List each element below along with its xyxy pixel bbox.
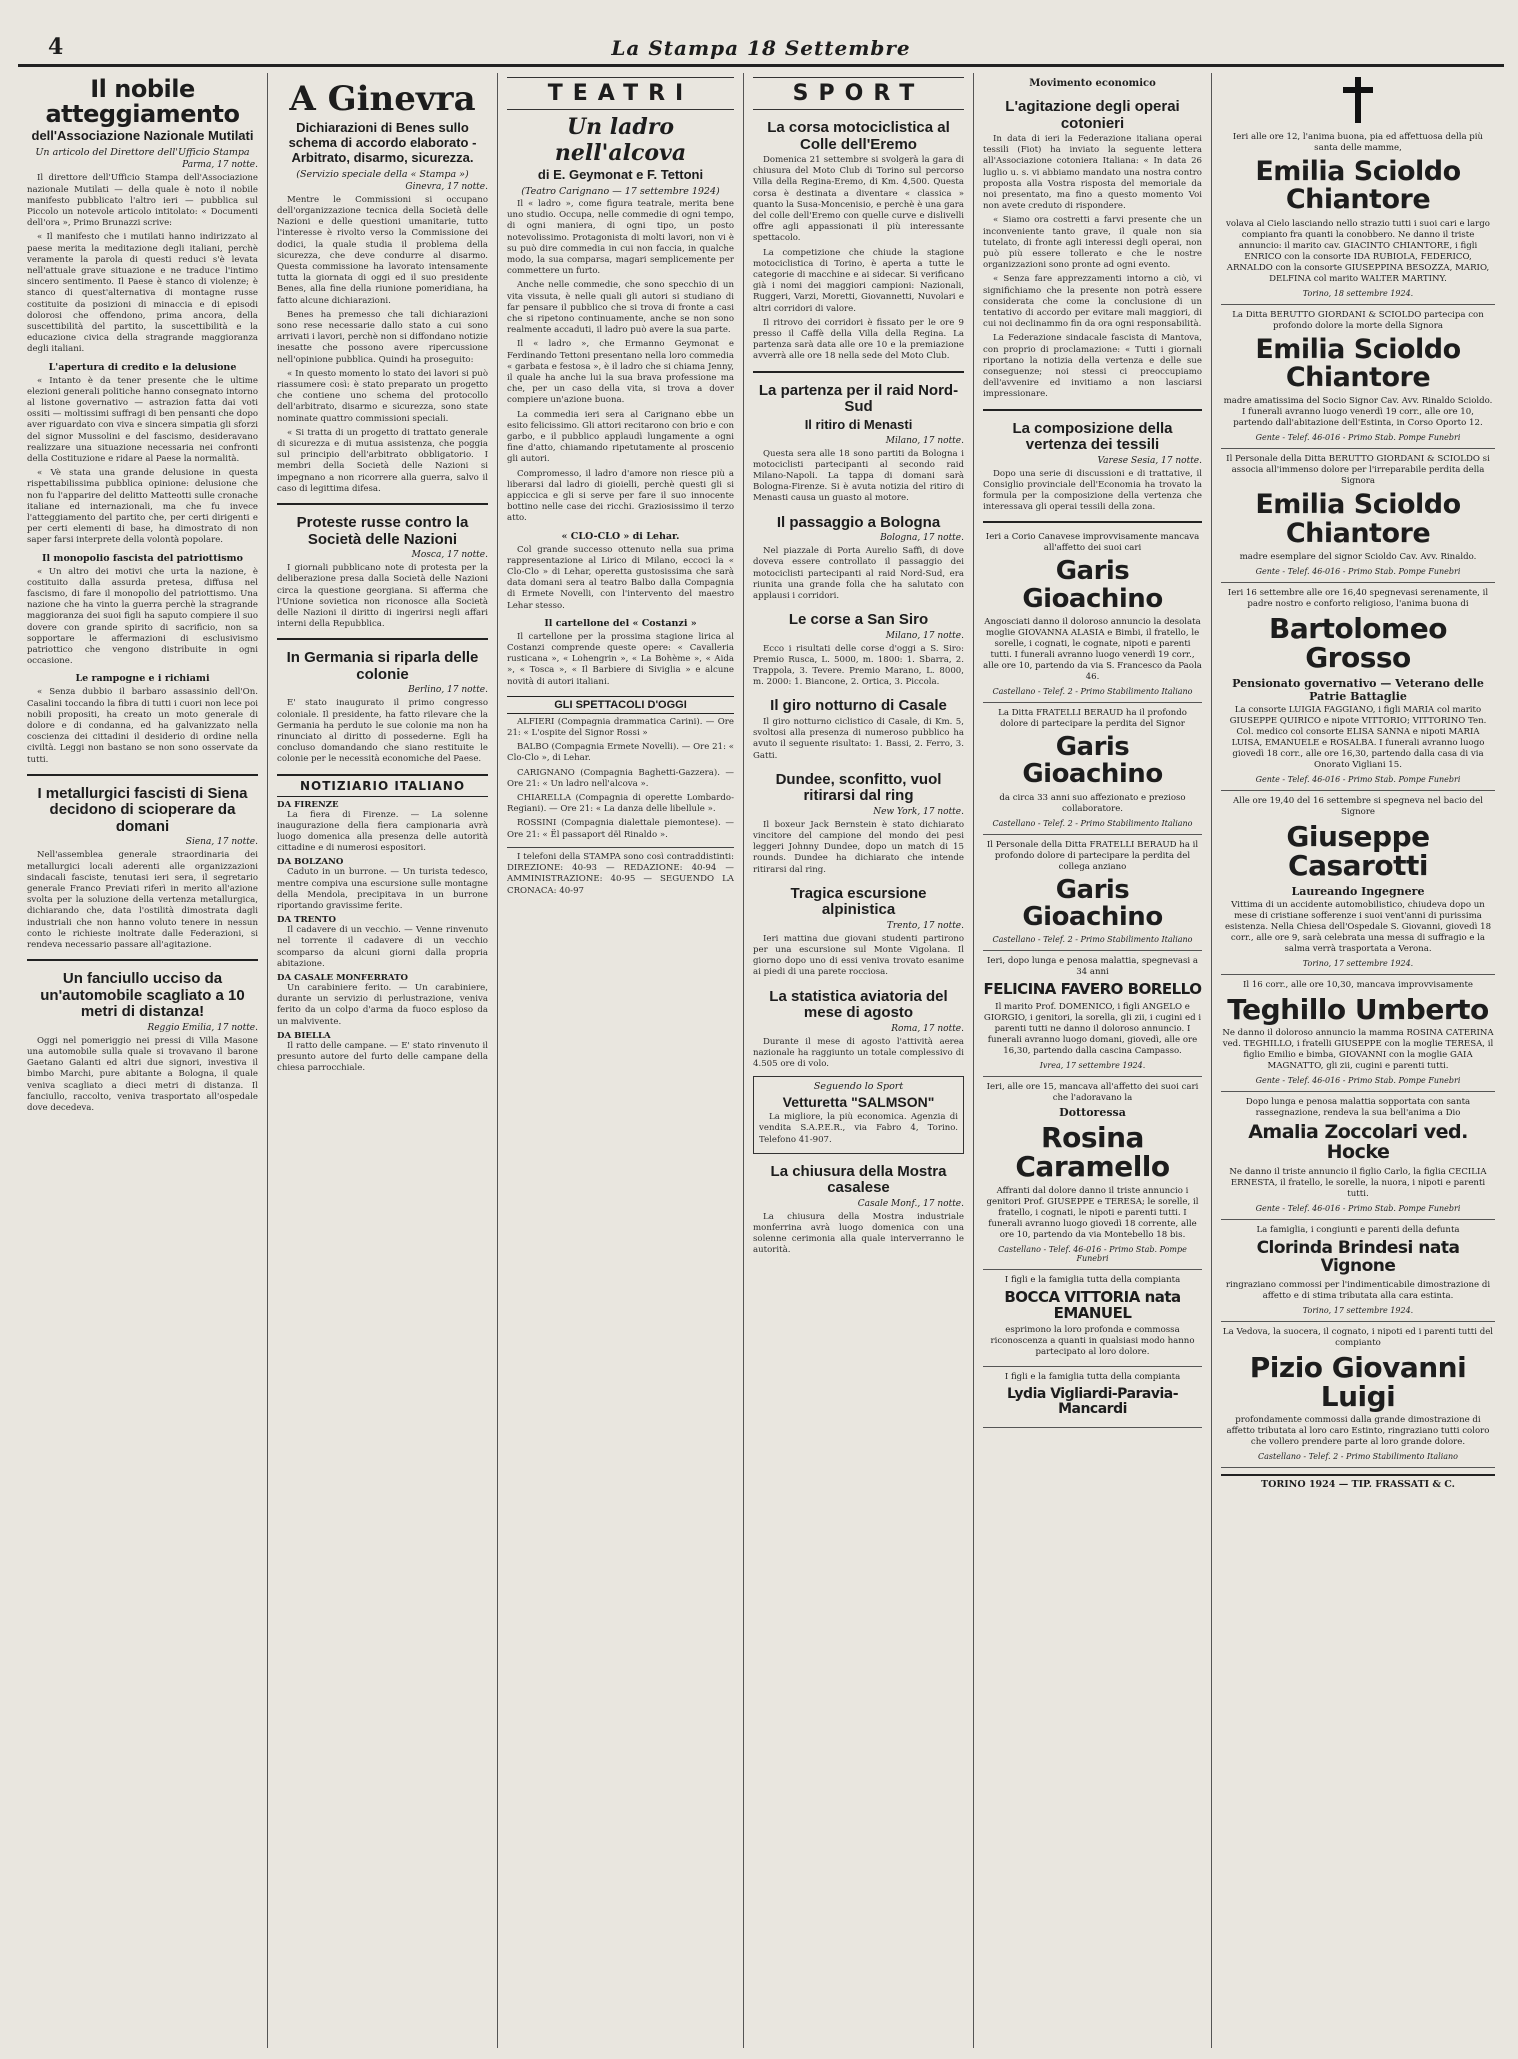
- obituary-text: ringraziano commossi per l'indimenticabile dimostrazione di affetto e di stima tributata alla cara estinta.: [1225, 1279, 1491, 1301]
- paragraph: Compromesso, il ladro d'amore non riesce più a liberarsi dal ladro di gioielli, perchè questi gli si appiccica e gli si serve per fare il suo innocente bottino nelle case dei ricchi. Graziosissimo il terzo atto.: [507, 468, 734, 524]
- paragraph: Benes ha premesso che tali dichiarazioni sono rese necessarie dallo stato a cui sono arrivati i lavori, perchè non si diffondano notizie inesatte che possono avere ripercussione nell'opinione pubblica. Quindi ha proseguito:: [277, 309, 488, 365]
- obituary-name: Rosina Caramello: [1015, 1121, 1170, 1184]
- salmson-ad: [753, 1076, 964, 1154]
- obituary-footer: Torino, 18 settembre 1924.: [1302, 288, 1414, 298]
- divider: [277, 503, 488, 505]
- headline-cotonieri: L'agitazione degli operai cotonieri: [1005, 98, 1180, 132]
- headline-germania: In Germania si riparla delle colonie: [286, 649, 479, 683]
- paragraph: Il giro notturno ciclistico di Casale, di Km. 5, svoltosi alla presenza di numeroso pubblico ha avuto il seguente risultato: 1. Bassi, 2. Ferro, 3. Gatti.: [753, 716, 964, 761]
- obituary: [983, 1270, 1202, 1368]
- obituary-name: Emilia Scioldo Chiantore: [1255, 489, 1461, 549]
- obituary: [983, 703, 1202, 835]
- obituary-name: Giuseppe Casarotti: [1286, 819, 1430, 883]
- ad-text: La migliore, la più economica. Agenzia di vendita S.A.P.E.R., via Fabro 4, Torino. Telefono 41-907.: [759, 1112, 958, 1145]
- obituary-footer: Torino, 17 settembre 1924.: [1302, 958, 1414, 968]
- obituary-intro: Ieri alle ore 12, l'anima buona, pia ed affettuosa della più santa delle mamme,: [1232, 132, 1484, 153]
- obituary-footer: Gente - Telef. 46-016 - Primo Stab. Pompe Funebri: [1255, 567, 1461, 577]
- phone-footer: I telefoni della STAMPA sono così contraddistinti: DIREZIONE: 40-93 — REDAZIONE: 40-94 — AMMINISTRAZIONE: 40-95 — SEGUENDO LA CRONACA: 40-97: [507, 851, 734, 896]
- paragraph: La Federazione sindacale fascista di Mantova, con proprio di proclamazione: « Tutti i giornali riportano la notizia della vertenza e delle sue conseguenze; noi stessi ci preoccupiamo dell'avvenire ed invitiamo a non lasciarsi impressionare.: [983, 333, 1202, 400]
- notiziario-title: NOTIZIARIO ITALIANO: [277, 774, 488, 797]
- headline-san-siro: Le corse a San Siro: [788, 611, 929, 629]
- obituary-name: BOCCA VITTORIA nata EMANUEL: [1004, 1287, 1181, 1322]
- paragraph: Durante il mese di agosto l'attività aerea nazionale ha raggiunto un totale complessivo di 4.505 ore di volo.: [753, 1036, 964, 1069]
- paragraph: In data di ieri la Federazione italiana operai tessili (Fiot) ha inviato la seguente lettera all'Associazione cotoniera Italiana: « In data 26 luglio u. s. vi abbiamo mandato una nostra contro proposta alla Vostra risposta del memoriale da noi presentato, ma fino a questo momento Voi non avete creduto di rispondere.: [983, 134, 1202, 212]
- paragraph: Il ratto delle campane. — E' stato rinvenuto il presunto autore del furto delle campane della chiesa parrocchiale.: [277, 1040, 488, 1074]
- dateline: Milano, 17 notte.: [885, 435, 964, 446]
- obituary: [1221, 975, 1495, 1092]
- dateline: Trento, 17 notte.: [886, 920, 964, 931]
- obituary-text: Il marito Prof. DOMENICO, i figli ANGELO e GIORGIO, i genitori, la sorella, gli zii, i cugini ed i parenti tutti ne danno il doloroso annuncio. I funerali avranno luogo domani, giovedì, alle ore 16,30, partendo dalla cascina Campasso.: [983, 1002, 1202, 1057]
- paragraph: Ieri mattina due giovani studenti partirono per una escursione sul Monte Vigolana. Il giorno dopo uno di essi veniva trovato esanime ai piedi di una parete rocciosa.: [753, 933, 964, 978]
- city-label: DA CASALE MONFERRATO: [277, 972, 408, 983]
- service-note: (Servizio speciale della « Stampa »): [296, 168, 469, 180]
- obituary-intro: La famiglia, i congiunti e parenti della defunta: [1256, 1224, 1460, 1235]
- obituary: [1221, 1092, 1495, 1220]
- paragraph: Questa sera alle 18 sono partiti da Bologna i motociclisti partecipanti al secondo raid Milano-Napoli. La tappa di domani sarà Bologna-Firenze. Si è avuta notizia del ritiro di Menasti causa un guasto al motore.: [753, 448, 964, 504]
- column-sport: [744, 73, 974, 2048]
- divider: [27, 774, 258, 776]
- divider: [277, 638, 488, 640]
- obituary: [983, 835, 1202, 952]
- paragraph: Caduto in un burrone. — Un turista tedesco, mentre compiva una escursione sulle montagne della Mendola, precipitava in un burrone riportando gravissime ferite.: [277, 867, 488, 911]
- obituary: [983, 1367, 1202, 1427]
- obituary-text: esprimono la loro profonda e commossa riconoscenza a quanti in qualsiasi modo hanno partecipato al loro dolore.: [990, 1325, 1195, 1358]
- byline: Un articolo del Direttore dell'Ufficio Stampa: [35, 147, 250, 159]
- obituary-text: Vittima di un accidente automobilistico, chiudeva dopo un mese di cristiane sofferenze i suoi vent'anni di purissima esistenza. Nella Chiesa dell'Ospedale S. Giovanni, giovedì 18 corr., alle ore 9, sarà celebrata una messa di suffragio e la salma verrà trasportata a Verona.: [1224, 899, 1492, 954]
- obituary-intro: La Ditta BERUTTO GIORDANI & SCIOLDO partecipa con profondo dolore la morte della Signora: [1232, 309, 1484, 331]
- dateline: Ginevra, 17 notte.: [405, 181, 488, 192]
- paragraph: Nell'assemblea generale straordinaria dei metallurgici locali aderenti alle organizzazioni sindacali fasciste, tenutasi ieri sera, il segretario generale Franco Previati riferì in merito all'azione svolta per la soluzione della vertenza metallurgica, dichiarando che, data l'ostilità dimostrata dagli industriali che non hanno voluto tenere in nessun conto le richieste inoltrate dalle Federazioni, si rendeva necessario passare all'agitazione.: [27, 850, 258, 950]
- listing: BALBO (Compagnia Ermete Novelli). — Ore 21: « Clo-Clo », di Lehar.: [507, 742, 734, 764]
- obituary-footer: Gente - Telef. 46-016 - Primo Stab. Pompe Funebri: [1255, 433, 1461, 443]
- obituary-text: La consorte LUIGIA FAGGIANO, i figli MARIA col marito GIUSEPPE QUIRICO e nipote VITTORIO; VITTORINO Ten. Col. medico col consorte ELISA SANNA e nipoti MARIA LUISA, EMANUELE e ROSALBA. I funerali avranno luogo giovedì 18 corr., alle ore 16,30, partendo dalla casa di via Onorato Vigliani 15.: [1229, 704, 1487, 770]
- column-economy: [974, 73, 1212, 2048]
- obituary-text: profondamente commossi dalla grande dimostrazione di affetto tributata al loro caro Estinto, ringraziano tutti coloro che vollero prendere parte al loro grande dolore.: [1226, 1415, 1490, 1448]
- dateline: Siena, 17 notte.: [185, 837, 258, 848]
- play-authors: di E. Geymonat e F. Tettoni: [537, 167, 704, 182]
- paragraph: « In questo momento lo stato dei lavori si può riassumere così: è stato preparato un progetto che contiene uno schema del protocollo dell'arbitrato, disarmo e sicurezza, sono state nominate quattro commissioni speciali.: [277, 368, 488, 424]
- paragraph: Ecco i risultati delle corse d'oggi a S. Siro: Premio Rusca, L. 5000, m. 1800: 1. Sbarra, 2. Trappola, 3. Tevere. Premio Marano, L. 8000, m. 2000: 1. Biancone, 2. Ortica, 3. Piccola.: [753, 643, 964, 688]
- section-title: « CLO-CLO » di Lehar.: [561, 530, 680, 542]
- column-ginevra: [268, 73, 498, 2048]
- dateline: Milano, 17 notte.: [885, 630, 964, 641]
- obituary-footer: Gente - Telef. 46-016 - Primo Stab. Pompe Funebri: [1255, 1203, 1461, 1213]
- headline-tessili: La composizione della vertenza dei tessili: [1012, 419, 1173, 454]
- obituary-footer: Castellano - Telef. 2 - Primo Stabilimento Italiano: [992, 687, 1193, 697]
- section-title: Il cartellone del « Costanzi »: [544, 617, 697, 629]
- obituary-name: Amalia Zoccolari ved. Hocke: [1248, 1121, 1468, 1163]
- obituary-intro: Il Personale della Ditta FRATELLI BERAUD ha il profondo dolore di partecipare la perdita del collega anziano: [986, 839, 1199, 872]
- obituary-footer: Gente - Telef. 46-016 - Primo Stab. Pompe Funebri: [1255, 774, 1461, 784]
- listing: CARIGNANO (Compagnia Baghetti-Gazzera). — Ore 21: « Un ladro nell'alcova ».: [507, 767, 734, 789]
- obituary: [1221, 305, 1495, 450]
- obituary-intro: La Ditta FRATELLI BERAUD ha il profondo dolore di partecipare la perdita del Signor: [998, 708, 1187, 730]
- headline-eremo: La corsa motociclistica al Colle dell'Eremo: [767, 119, 950, 153]
- obituary-text: madre esemplare del signor Scioldo Cav. Avv. Rinaldo.: [1239, 552, 1477, 563]
- divider: [983, 521, 1202, 523]
- paragraph: Nel piazzale di Porta Aurelio Saffi, di dove doveva essere controllato il passaggio dei motociclisti partecipanti al raid Nord-Sud, era riunita una grande folla che ha salutato con applausi i corridori.: [753, 546, 964, 601]
- paragraph: Domenica 21 settembre si svolgerà la gara di chiusura del Moto Club di Torino sul percorso Villa della Regina-Eremo, di Km. 4,500. Questa corsa è destinata a diventare « classica » quanto la Susa-Moncenisio, e perchè è una gara del colle dell'Eremo con quelle curve e dislivelli offre agli appassionati il più interessante spettacolo.: [753, 155, 964, 244]
- obituary-text: da circa 33 anni suo affezionato e prezioso collaboratore.: [999, 792, 1186, 814]
- paragraph: La commedia ieri sera al Carignano ebbe un esito felicissimo. Gli attori recitarono con brio e con garbo, e il pubblico applaudì lungamente a ogni fine d'atto, chiamando ripetutamente al proscenio gli autori.: [507, 409, 734, 465]
- paragraph: « Senza fare apprezzamenti intorno a ciò, vi significhiamo che la presente non potrà essere considerata che come la conclusione di un tentativo di accordo per evitare mali maggiori, di cui noi declinammo fin da ora ogni responsabilità.: [983, 274, 1202, 330]
- obituary-name: Pizio Giovanni Luigi: [1249, 1350, 1467, 1413]
- paragraph: E' stato inaugurato il primo congresso coloniale. Il presidente, ha fatto rilevare che la Germania ha perduto le sue colonie ma non ha rinunciato al diritto di possederne. Egli ha concluso domandando che siano restituite le colonie per le necessità economiche del Paese.: [277, 698, 488, 765]
- paragraph: La fiera di Firenze. — La solenne inaugurazione della fiera campionaria avrà luogo domenica alla presenza delle autorità cittadine e di numerosi espositori.: [277, 809, 488, 854]
- obituary-text: madre amatissima del Socio Signor Cav. Avv. Rinaldo Scioldo. I funerali avranno luogo venerdì 19 corr., alle ore 10, partendo dall'abitazione dell'Estinta, in Corso Oporto 12.: [1223, 396, 1493, 429]
- dateline: Reggio Emilia, 17 notte.: [147, 1022, 258, 1033]
- paragraph: Un carabiniere ferito. — Un carabiniere, durante un servizio di perlustrazione, veniva ferito da un colpo d'arma da fuoco esploso da un malvivente.: [277, 982, 488, 1027]
- paragraph: Il « ladro », che Ermanno Geymonat e Ferdinando Tettoni presentano nella loro commedia « garbata e festosa », è il ladro che si chiama Jenny, il quale ha anche lui la sua brava professione ma che, per un caso della vita, si trova a dover compiere un'azione buona.: [507, 339, 734, 406]
- obituary-intro: Dopo lunga e penosa malattia sopportata con santa rassegnazione, rendeva la sua bell'anima a Dio: [1245, 1097, 1471, 1119]
- paragraph: La chiusura della Mostra industriale monferrina avrà luogo domenica con una solenne cerimonia alla quale interverranno le autorità.: [753, 1211, 964, 1256]
- paragraph: « Intanto è da tener presente che le ultime elezioni generali politiche hanno consegnato intorno al listone governativo — astrazion fatta dai voti ossiti — moltissimi suffragi di ben pensanti che dopo aver riguardato con viva e sincera simpatia gli sforzi del signor Mussolini e del fascismo, desideravano realizzare una situazione necessaria nei confronti della Costituzione e ridare al Paese la normalità.: [27, 375, 258, 464]
- obituary-title: Dottoressa: [1059, 1106, 1126, 1120]
- headline-metallurgici: I metallurgici fascisti di Siena decidono di scioperare da domani: [37, 784, 248, 835]
- section-banner-sport: SPORT: [753, 77, 964, 110]
- obituary-role: Pensionato governativo — Veterano delle Patrie Battaglie: [1232, 676, 1484, 703]
- obituary-name: Garis Gioachino: [1022, 874, 1163, 932]
- headline-alpinistica: Tragica escursione alpinistica: [790, 884, 927, 919]
- section-title-economy: Movimento economico: [1029, 78, 1156, 89]
- divider: [983, 409, 1202, 411]
- listing: ALFIERI (Compagnia drammatica Carini). — Ore 21: « L'ospite del Signor Rossi »: [507, 716, 734, 739]
- paragraph: Il « ladro », come figura teatrale, merita bene uno studio. Occupa, nelle commedie di ogni tempo, di ogni maniera, di ogni tipo, un posto notevolissimo. Protagonista di molti lavori, non vi è su può dire commedia in cui non faccia, in qualche modo, la sua comparsa, magari semplicemente per commettere un furto.: [507, 198, 734, 277]
- page-number: 4: [48, 34, 64, 60]
- obituary: [1221, 791, 1495, 975]
- paragraph: « Un altro dei motivi che urta la nazione, è costituito dalla assurda pretesa, diffusa nel fascismo, di fare il monopolio del patriottismo. Una nazione che ha vinto la guerra perchè la stragrande maggioranza dei suoi figli ha saputo compiere il suo dovere con grande spirito di sacrificio, non sa sopportare le affermazioni di esclusivismo patriottico che vengono distribuite in ogni occasione.: [27, 566, 258, 667]
- obituary-intro: Il Personale della Ditta BERUTTO GIORDANI & SCIOLDO si associa all'immenso dolore per l'irreparabile perdita della Signora: [1226, 454, 1490, 487]
- paragraph: « Si tratta di un progetto di trattato generale di sicurezza e di mutua assistenza, che poggia sul principio dell'arbitrato obbligatorio. I membri della Società delle Nazioni si impegnano a non ricorrere alla guerra, salvo il caso di legittima difesa.: [277, 427, 488, 494]
- columns: [18, 73, 1504, 2048]
- obituary-footer: Ivrea, 17 settembre 1924.: [1039, 1061, 1146, 1071]
- dateline: Parma, 17 notte.: [182, 160, 258, 171]
- obituary: [1221, 449, 1495, 583]
- obituary: [983, 951, 1202, 1077]
- headline-casale: Il giro notturno di Casale: [770, 697, 947, 715]
- obituary-name: Garis Gioachino: [1022, 556, 1163, 614]
- listing: CHIARELLA (Compagnia di operette Lombardo-Regiani). — Ore 21: « La danza delle libellule ».: [507, 793, 734, 815]
- subhead-nobile: dell'Associazione Nazionale Mutilati: [31, 128, 254, 144]
- section-title: Le rampogne e i richiami: [75, 673, 210, 685]
- paragraph: I giornali pubblicano note di protesta per la deliberazione presa dalla Società delle Nazioni circa la questione georgiana. Si afferma che l'Unione sovietica non riconosce alla Società delle Nazioni il diritto di ingerirsi negli affari interni della Repubblica.: [277, 563, 488, 630]
- dateline: Roma, 17 notte.: [891, 1023, 964, 1034]
- obituary: [1221, 1322, 1495, 1469]
- obituary-text: Angosciati danno il doloroso annuncio la desolata moglie GIOVANNA ALASIA e Bimbi, il fratello, le sorelle, i cognati, le cognate, nipoti e parenti tutti. I funerali avranno luogo venerdì 19 corr., alle ore 10, partendo da via S. Francesco da Paola 46.: [983, 617, 1202, 683]
- paragraph: Il boxeur Jack Bernstein è stato dichiarato vincitore del campione del mondo dei pesi leggeri Johnny Dundee, dopo un match di 15 rounds. Dundee ha dichiarato che intende ritirarsi dal ring.: [753, 819, 964, 875]
- headline-fanciullo: Un fanciullo ucciso da un'automobile scagliato a 10 metri di distanza!: [40, 970, 245, 1021]
- paragraph: Dopo una serie di discussioni e di trattative, il Consiglio provinciale dell'Economia ha trovato la formula per la composizione della vertenza che interessava gli operai tessili della zona.: [983, 468, 1202, 513]
- ad-kicker: Seguendo lo Sport: [813, 1081, 904, 1093]
- paragraph: « Il manifesto che i mutilati hanno indirizzato al paese merita la meditazione degli italiani, perchè veramente la parola di questi reduci s'è levata nell'attuale grave situazione e ne traduce l'intimo sincero sentimento. Il Paese è stanco di violenze; è stanco di quest'alternativa di montagne russe costituite da posizioni di minaccia e di episodi dolorosi che offendono, prima ancora, della suscettibilità del partito, la suscettibilità e la educazione civica della stragrande maggioranza degli italiani.: [27, 232, 258, 355]
- dateline: Casale Monf., 17 notte.: [857, 1198, 964, 1209]
- headline-bologna: Il passaggio a Bologna: [776, 513, 941, 531]
- section-title: L'apertura di credito e la delusione: [48, 361, 237, 373]
- obituary-text: volava al Cielo lasciando nello strazio tutti i suoi cari e largo compianto fra quanti la conobbero. Ne danno il triste annuncio: il marito cav. GIACINTO CHIANTORE, i figli ENRICO con la consorte IDA RUBIOLA, FEDERICO, ARNALDO con la consorte GIUSEPPINA BESOZZA, MARIO, DELFINA col marito WALTER MARTINY.: [1226, 218, 1490, 284]
- paragraph: Oggi nel pomeriggio nei pressi di Villa Masone una automobile sulla quale si trovavano il barone Gaetano Galanti ed altri due signori, investiva il bimbo Marchi, pure abitante a Bologna, il quale veniva scagliato a dieci metri di distanza. Il fanciullo, raccolto, veniva trasportato all'ospedale dove decedeva.: [27, 1035, 258, 1113]
- headline-mostra-casalese: La chiusura della Mostra casalese: [770, 1162, 947, 1197]
- obituary: [1221, 1220, 1495, 1322]
- obituary-intro: Ieri, alle ore 15, mancava all'affetto dei suoi cari che l'adoravano la: [986, 1082, 1199, 1104]
- obituary-intro: I figli e la famiglia tutta della compianta: [1004, 1274, 1181, 1285]
- section-title: Il monopolio fascista del patriottismo: [42, 552, 243, 564]
- obituary: [983, 1077, 1202, 1270]
- paragraph: Il direttore dell'Ufficio Stampa dell'Associazione nazionale Mutilati — della quale è noto il nobile manifesto pubblicato l'altro ieri — pubblica sul Piccolo un notevole articolo intitolato: « Documenti dell'ora », Primo Brunazzi scrive:: [27, 173, 258, 229]
- headline-nobile: Il nobile atteggiamento: [45, 75, 240, 129]
- spettacoli-title: GLI SPETTACOLI D'OGGI: [507, 696, 734, 714]
- obituary-footer: Castellano - Telef. 2 - Primo Stabilimento Italiano: [992, 818, 1193, 828]
- obituary-text: Affranti dal dolore danno il triste annuncio i genitori Prof. GIUSEPPE e TERESA; le sorelle, il fratello, i cognati, le nipoti e parenti tutti. I funerali avranno luogo giovedì 18 corrente, alle ore 10, partendo da via Montebello 18 bis.: [986, 1185, 1199, 1240]
- obituary-text: Ne danno il doloroso annuncio la mamma ROSINA CATERINA ved. TEGHILLO, i fratelli GIUSEPPE con la moglie TERESA, il figlio Emilio e bimba, GIOVANNI con la moglie GAIA MAGNATTO, gli zii, cugini e parenti tutti.: [1222, 1028, 1494, 1072]
- obituary-footer: Castellano - Telef. 2 - Primo Stabilimento Italiano: [992, 935, 1193, 945]
- obituary-name: Teghillo Umberto: [1227, 992, 1489, 1026]
- dateline: Berlino, 17 notte.: [408, 685, 488, 696]
- obituary-footer: Castellano - Telef. 46-016 - Primo Stab. Pompe Funebri: [998, 1244, 1187, 1263]
- paragraph: Il ritrovo dei corridori è fissato per le ore 9 presso il Caffè della Villa della Regina. La partenza sarà data alle ore 10 e la premiazione avverrà alle ore 18 nella sede del Moto Club.: [753, 317, 964, 362]
- dateline: New York, 17 notte.: [873, 806, 964, 817]
- dateline: Bologna, 17 notte.: [880, 533, 964, 544]
- paragraph: « Senza dubbio il barbaro assassinio dell'On. Casalini toccando la fibra di tutti i cuori non lece poi nobili propositi, ha creato un moto generale di dolore e di condanna, ed ha galvanizzato nella coscienza dei cittadini il desiderio di ordine nella civiltà. Leggi non bastano se non sono osservate da tutti.: [27, 687, 258, 765]
- subhead-raid: Il ritiro di Menasti: [804, 416, 913, 432]
- obituary-intro: Ieri, dopo lunga e penosa malattia, spegnevasi a 34 anni: [987, 956, 1198, 978]
- column-teatri: [498, 73, 744, 2048]
- obituary-text: Ne danno il triste annuncio il figlio Carlo, la figlia CECILIA ERNESTA, il fratello, le sorelle, la nuora, i nipoti e parenti tutti.: [1229, 1166, 1487, 1199]
- paragraph: Il cadavere di un vecchio. — Venne rinvenuto nel torrente il cadavere di un vecchio scomparso da alcuni giorni dalla propria abitazione.: [277, 925, 488, 969]
- headline-proteste-russe: Proteste russe contro la Società delle Nazioni: [296, 514, 469, 548]
- section-banner-teatri: TEATRI: [507, 77, 734, 110]
- column-necrologi: [1212, 73, 1504, 2048]
- obituary: [983, 527, 1202, 703]
- ad-title: Vetturetta "SALMSON": [782, 1094, 935, 1111]
- obituary: [1221, 583, 1495, 791]
- obituary-name: Emilia Scioldo Chiantore: [1255, 156, 1461, 216]
- obituary-name: Bartolomeo Grosso: [1269, 612, 1447, 675]
- headline-statistica: La statistica aviatoria del mese di agosto: [769, 987, 948, 1022]
- paragraph: Il cartellone per la prossima stagione lirica al Costanzi comprende queste opere: « Cavalleria rusticana », « Lohengrin », « La Bohème », « Aida », « Tosca », « Il Barbiere di Siviglia » e alcune novità di autori italiani.: [507, 631, 734, 687]
- subhead-ginevra: Dichiarazioni di Benes sullo schema di accordo elaborato - Arbitrato, disarmo, sicurezza.: [288, 120, 477, 165]
- obituary-name: FELICINA FAVERO BORELLO: [983, 980, 1202, 999]
- listing: ROSSINI (Compagnia dialettale piemontese). — Ore 21: « Ël passaport dël Rinaldo ».: [507, 818, 734, 840]
- divider: [27, 959, 258, 961]
- obituaries-list: [1221, 127, 1495, 1468]
- obituary-intro: Alle ore 19,40 del 16 settembre si spegneva nel bacio del Signore: [1233, 795, 1483, 817]
- play-venue: (Teatro Carignano — 17 settembre 1924): [521, 185, 720, 197]
- paragraph: Col grande successo ottenuto nella sua prima rappresentazione al Lirico di Milano, eccoci la « Clo-Clo » di Lehar, operetta gustosissima che sarà data domani sera al teatro Balbo dalla Compagnia di Ermete Novelli, con l'intervento del maestro Lehar stesso.: [507, 544, 734, 611]
- paragraph: Mentre le Commissioni si occupano dell'organizzazione tecnica della Società delle Nazioni e delle questioni umanitarie, tutto l'interesse è rivolto verso la Commissione dei dodici, la quale studia il problema della sicurezza, che deve condurre al disarmo. Questa commissione ha lavorato intensamente tutta la giornata di oggi ed il suo presidente Benes, alla fine della riunione pomeridiana, ha fatto alcune dichiarazioni.: [277, 194, 488, 306]
- dateline: Varese Sesia, 17 notte.: [1097, 455, 1202, 466]
- cross-icon: [1221, 77, 1495, 123]
- obituary-footer: Castellano - Telef. 2 - Primo Stabilimento Italiano: [1258, 1452, 1458, 1462]
- obituary-footer: Gente - Telef. 46-016 - Primo Stab. Pompe Funebri: [1255, 1076, 1461, 1086]
- masthead: [18, 30, 1504, 67]
- headline-raid: La partenza per il raid Nord-Sud: [758, 381, 959, 416]
- divider: [753, 371, 964, 373]
- obituary-intro: La Vedova, la suocera, il cognato, i nipoti ed i parenti tutti del compianto: [1222, 1326, 1494, 1348]
- obituary-role: Laureando Ingegnere: [1291, 884, 1425, 898]
- obituary-footer: Torino, 17 settembre 1924.: [1302, 1305, 1414, 1315]
- obituary-intro: Il 16 corr., alle ore 10,30, mancava improvvisamente: [1242, 979, 1474, 990]
- paragraph: La competizione che chiude la stagione motociclistica di Torino, è aperta a tutte le categorie di macchine e ai sidecar. Si verificano già i nomi dei maggiori campioni: Nazionali, Ruggeri, Varzi, Moretti, Giovannetti, Nuvolari e altri corridori di valore.: [753, 247, 964, 314]
- obituary-name: Garis Gioachino: [1022, 732, 1163, 790]
- divider: [507, 847, 734, 848]
- paragraph: « Siamo ora costretti a farvi presente che un inconveniente tanto grave, il quale non sia tutelato, di fronte agli interessi degli operai, non può più essere tollerato e che le nostre organizzazioni sono pronte ad ogni evento.: [983, 215, 1202, 271]
- city-label: DA BOLZANO: [277, 857, 344, 868]
- obituary-name: Lydia Vigliardi-Paravia-Mancardi: [1006, 1386, 1179, 1417]
- obituary-intro: Ieri 16 settembre alle ore 16,40 spegnevasi serenamente, il padre nostro e conforto religioso, l'anima buona di: [1227, 588, 1489, 610]
- dateline: Mosca, 17 notte.: [411, 550, 488, 561]
- paragraph: « Vè stata una grande delusione in questa rispettabilissima pubblica opinione: delusione che non fu l'apparire del delitto Matteotti sulle cronache italiane ed internazionali, ma che fu invece l'atteggiamento del partito che, per certi dirigenti e per certi elementi di base, ha dimostrato di non saper farsi interprete della volontà popolare.: [27, 468, 258, 546]
- headline-dundee: Dundee, sconfitto, vuol ritirarsi dal ring: [775, 770, 942, 805]
- obituary-name: Emilia Scioldo Chiantore: [1255, 333, 1461, 394]
- printer-line: TORINO 1924 — TIP. FRASSATI & C.: [1221, 1474, 1495, 1490]
- headline-ginevra: A Ginevra: [289, 79, 476, 119]
- obituary-intro: I figli e la famiglia tutta della compianta: [1004, 1372, 1181, 1383]
- city-label: DA FIRENZE: [277, 799, 339, 810]
- obituaries-list: [983, 527, 1202, 1427]
- city-label: DA TRENTO: [277, 915, 336, 926]
- column-politics: [18, 73, 268, 2048]
- obituary-intro: Ieri a Corio Canavese improvvisamente mancava all'affetto dei suoi cari: [985, 532, 1200, 554]
- page-header-title: La Stampa 18 Settembre: [611, 36, 911, 60]
- paragraph: Anche nelle commedie, che sono specchio di un vita vissuta, è nelle quali gli autori si studiano di far pensare il pubblico che si trova di fronte a casi che si ripetono continuamente, anche se non sono realmente accaduti, il ladro può avere la sua parte.: [507, 280, 734, 336]
- obituary: [1221, 127, 1495, 305]
- city-label: DA BIELLA: [277, 1030, 331, 1041]
- play-title: Un ladro nell'alcova: [554, 114, 687, 166]
- obituary-name: Clorinda Brindesi nata Vignone: [1256, 1237, 1460, 1276]
